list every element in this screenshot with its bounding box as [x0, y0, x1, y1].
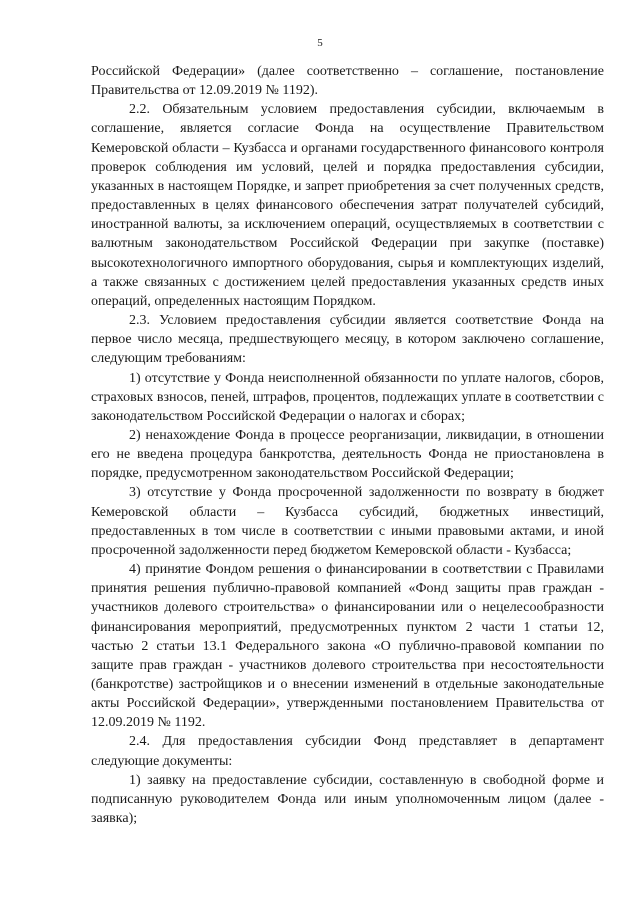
paragraph-continuation: Российской Федерации» (далее соответственно – соглашение, постановление Правительства от 12.09.2019 № 1192).: [91, 64, 604, 99]
list-item-2-3-2: 2) ненахождение Фонда в процессе реорганизации, ликвидации, в отношении его не введена процедура банкротства, деятельность Фонда не приостановлена в порядке, предусмотренном законодательством Российской Федерации;: [91, 427, 604, 482]
list-item-2-3-3: 3) отсутствие у Фонда просроченной задолженности по возврату в бюджет Кемеровской области – Кузбасса субсидий, бюджетных инвестиций, предоставленных в том числе в соответствии с иными правовыми актами, и иной просроченной задолженности перед бюджетом Кемеровской области - Кузбасса;: [91, 485, 604, 558]
page-number: 5: [317, 37, 323, 49]
list-item-2-3-4: 4) принятие Фондом решения о финансировании в соответствии с Правилами принятия решения публично-правовой компанией «Фонд защиты прав граждан - участников долевого строительства» о финансировании или о нецелесообразности финансирования мероприятий, предусмотренных пунктом 2 части 1 статьи 12, частью 2 статьи 13.1 Федерального закона «О публично-правовой компании по защите прав граждан - участников долевого строительства при несостоятельности (банкротстве) застройщиков и о внесении изменений в отдельные законодательные акты Российской Федерации», утвержденными постановлением Правительства от 12.09.2019 № 1192.: [91, 562, 604, 731]
list-item-2-3-1: 1) отсутствие у Фонда неисполненной обязанности по уплате налогов, сборов, страховых взносов, пеней, штрафов, процентов, подлежащих уплате в соответствии с законодательством Российской Федерации о налогах и сборах;: [91, 370, 604, 424]
paragraph-2-2: 2.2. Обязательным условием предоставления субсидии, включаемым в соглашение, является согласие Фонда на осуществление Правительством Кемеровской области – Кузбасса и органами государственного финансового контроля проверок соблюдения им условий, целей и порядка предоставления субсидии, указанных в настоящем Порядке, и запрет приобретения за счет полученных средств, предоставленных в целях финансового обеспечения затрат получателей субсидий, иностранной валюты, за исключением операций, осуществляемых в соответствии с валютным законодательством Российской Федерации при закупке (поставке) высокотехнологичного импортного оборудования, сырья и комплектующих изделий, а также связанных с достижением целей предоставления указанных средств иных операций, определенных настоящим Порядком.: [91, 102, 604, 309]
document-body: [91, 62, 604, 828]
list-item-2-4-1: 1) заявку на предоставление субсидии, составленную в свободной форме и подписанную руководителем Фонда или иным уполномоченным лицом (далее - заявка);: [91, 772, 604, 827]
paragraph-2-3: 2.3. Условием предоставления субсидии является соответствие Фонда на первое число месяца, предшествующего месяцу, в котором заключено соглашение, следующим требованиям:: [91, 313, 604, 367]
paragraph-2-4: 2.4. Для предоставления субсидии Фонд представляет в департамент следующие документы:: [91, 734, 604, 769]
